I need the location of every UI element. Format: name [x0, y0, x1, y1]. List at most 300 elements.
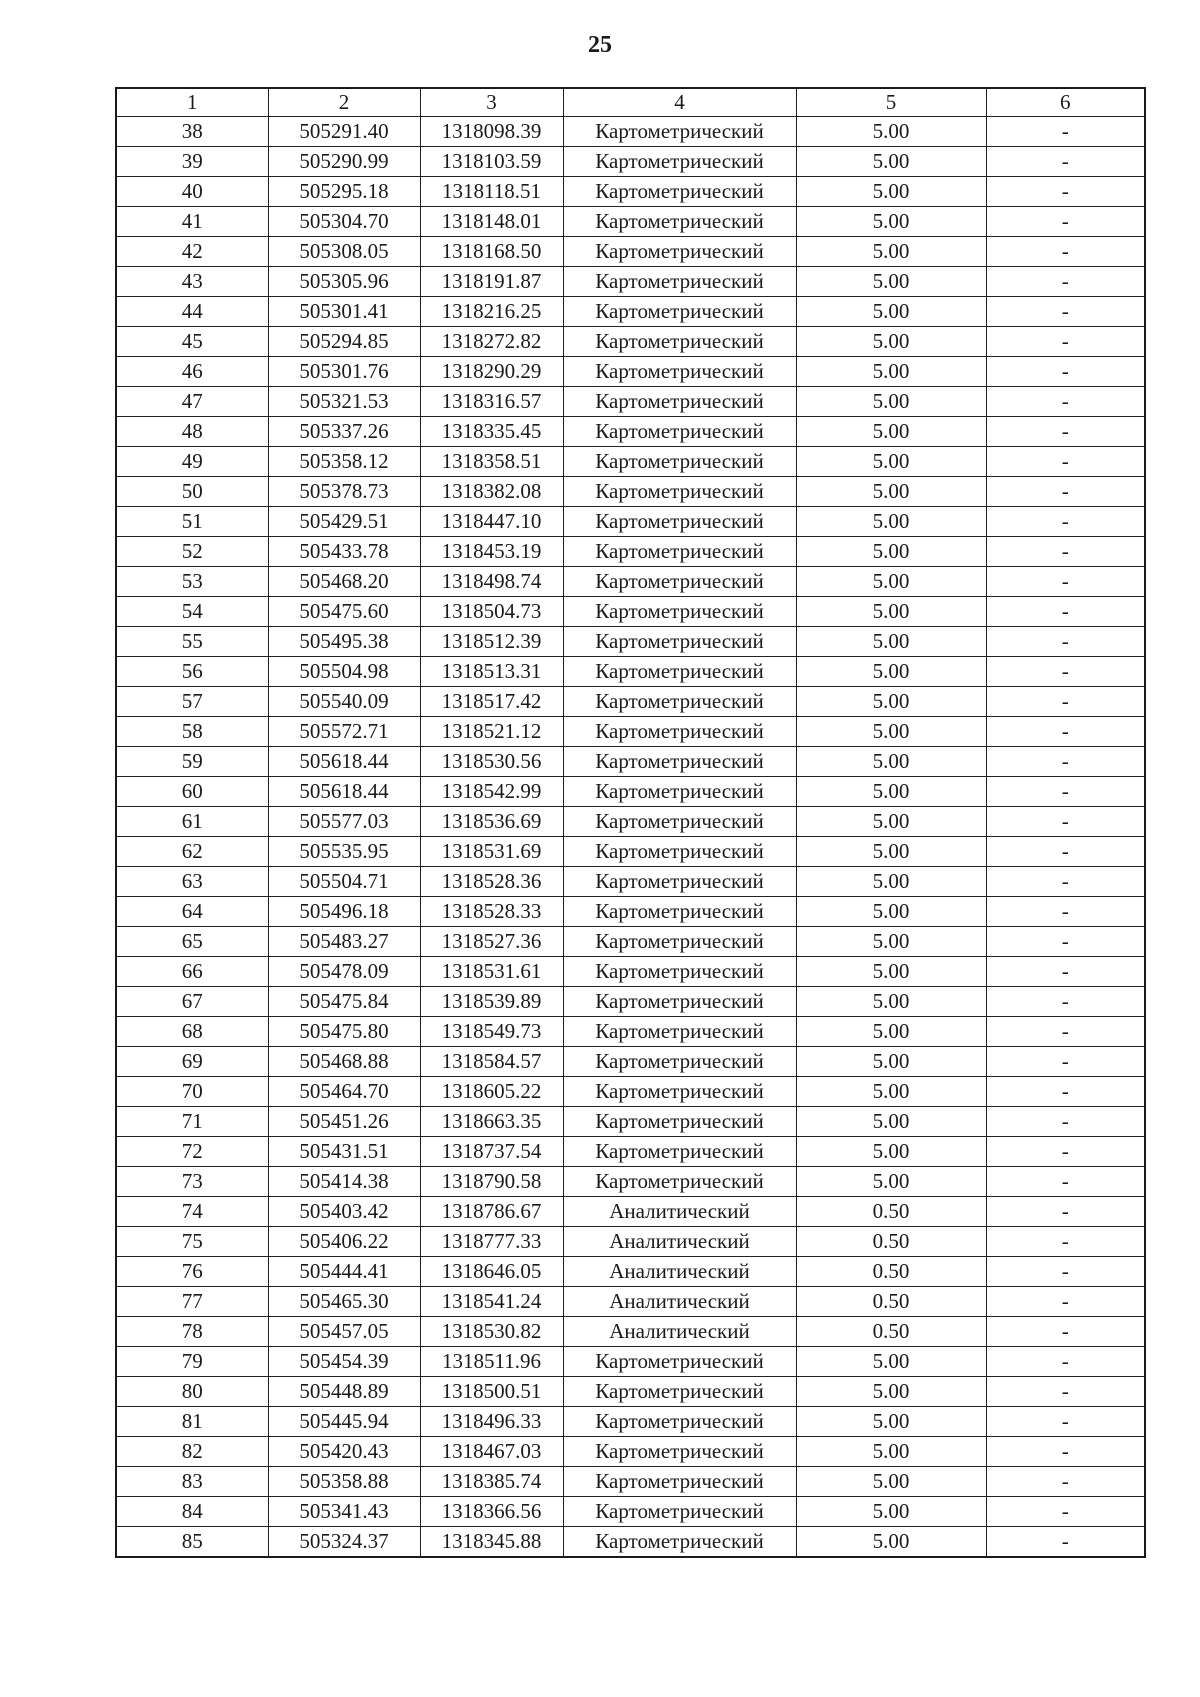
- cell-point-number: 39: [116, 147, 268, 177]
- cell-coord-x: 505618.44: [268, 747, 420, 777]
- header-col-6: 6: [986, 88, 1145, 117]
- cell-point-number: 57: [116, 687, 268, 717]
- table-row: [116, 657, 1145, 687]
- table-row: [116, 1197, 1145, 1227]
- cell-accuracy: 5.00: [796, 1467, 986, 1497]
- cell-point-number: 76: [116, 1257, 268, 1287]
- cell-note: -: [986, 1467, 1145, 1497]
- cell-method: Картометрический: [563, 1167, 796, 1197]
- cell-coord-y: 1318366.56: [420, 1497, 563, 1527]
- cell-point-number: 68: [116, 1017, 268, 1047]
- cell-coord-y: 1318447.10: [420, 507, 563, 537]
- cell-note: -: [986, 1527, 1145, 1558]
- cell-coord-y: 1318530.56: [420, 747, 563, 777]
- table-row: [116, 117, 1145, 147]
- cell-coord-x: 505378.73: [268, 477, 420, 507]
- cell-method: Картометрический: [563, 597, 796, 627]
- cell-point-number: 58: [116, 717, 268, 747]
- table-row: [116, 477, 1145, 507]
- cell-coord-y: 1318517.42: [420, 687, 563, 717]
- table-row: [116, 357, 1145, 387]
- cell-coord-x: 505291.40: [268, 117, 420, 147]
- cell-coord-x: 505535.95: [268, 837, 420, 867]
- cell-method: Картометрический: [563, 207, 796, 237]
- cell-coord-y: 1318148.01: [420, 207, 563, 237]
- table-row: [116, 1287, 1145, 1317]
- cell-coord-y: 1318191.87: [420, 267, 563, 297]
- cell-accuracy: 5.00: [796, 237, 986, 267]
- cell-accuracy: 5.00: [796, 897, 986, 927]
- cell-accuracy: 5.00: [796, 387, 986, 417]
- cell-accuracy: 5.00: [796, 747, 986, 777]
- table-row: [116, 1107, 1145, 1137]
- cell-coord-x: 505496.18: [268, 897, 420, 927]
- cell-note: -: [986, 777, 1145, 807]
- cell-point-number: 42: [116, 237, 268, 267]
- cell-method: Аналитический: [563, 1227, 796, 1257]
- cell-point-number: 59: [116, 747, 268, 777]
- cell-point-number: 63: [116, 867, 268, 897]
- cell-note: -: [986, 1227, 1145, 1257]
- cell-accuracy: 5.00: [796, 1497, 986, 1527]
- cell-note: -: [986, 417, 1145, 447]
- cell-accuracy: 5.00: [796, 1347, 986, 1377]
- cell-accuracy: 5.00: [796, 1017, 986, 1047]
- cell-note: -: [986, 1347, 1145, 1377]
- cell-point-number: 50: [116, 477, 268, 507]
- cell-coord-x: 505304.70: [268, 207, 420, 237]
- cell-coord-x: 505341.43: [268, 1497, 420, 1527]
- cell-method: Картометрический: [563, 1107, 796, 1137]
- table-row: [116, 237, 1145, 267]
- cell-point-number: 66: [116, 957, 268, 987]
- cell-coord-x: 505337.26: [268, 417, 420, 447]
- cell-coord-y: 1318541.24: [420, 1287, 563, 1317]
- table-row: [116, 807, 1145, 837]
- cell-method: Картометрический: [563, 1047, 796, 1077]
- cell-coord-x: 505468.20: [268, 567, 420, 597]
- cell-point-number: 83: [116, 1467, 268, 1497]
- cell-coord-x: 505468.88: [268, 1047, 420, 1077]
- header-col-4: 4: [563, 88, 796, 117]
- cell-note: -: [986, 1377, 1145, 1407]
- cell-note: -: [986, 207, 1145, 237]
- cell-note: -: [986, 177, 1145, 207]
- table-row: [116, 1317, 1145, 1347]
- cell-coord-x: 505414.38: [268, 1167, 420, 1197]
- cell-coord-y: 1318513.31: [420, 657, 563, 687]
- table-row: [116, 987, 1145, 1017]
- cell-method: Картометрический: [563, 1347, 796, 1377]
- cell-accuracy: 5.00: [796, 627, 986, 657]
- cell-note: -: [986, 897, 1145, 927]
- cell-coord-x: 505618.44: [268, 777, 420, 807]
- cell-accuracy: 5.00: [796, 147, 986, 177]
- cell-coord-x: 505301.41: [268, 297, 420, 327]
- table-row: [116, 537, 1145, 567]
- table-row: [116, 1407, 1145, 1437]
- cell-point-number: 78: [116, 1317, 268, 1347]
- cell-coord-x: 505406.22: [268, 1227, 420, 1257]
- cell-point-number: 41: [116, 207, 268, 237]
- cell-method: Картометрический: [563, 417, 796, 447]
- cell-coord-x: 505464.70: [268, 1077, 420, 1107]
- cell-method: Картометрический: [563, 747, 796, 777]
- cell-accuracy: 5.00: [796, 417, 986, 447]
- cell-coord-x: 505572.71: [268, 717, 420, 747]
- cell-coord-y: 1318216.25: [420, 297, 563, 327]
- cell-accuracy: 5.00: [796, 927, 986, 957]
- header-row: [116, 88, 1145, 117]
- table-row: [116, 627, 1145, 657]
- coordinates-table: [115, 87, 1146, 1558]
- cell-accuracy: 5.00: [796, 117, 986, 147]
- cell-method: Картометрический: [563, 1407, 796, 1437]
- cell-coord-x: 505358.88: [268, 1467, 420, 1497]
- cell-coord-y: 1318290.29: [420, 357, 563, 387]
- cell-method: Картометрический: [563, 1017, 796, 1047]
- cell-accuracy: 5.00: [796, 1047, 986, 1077]
- cell-coord-x: 505495.38: [268, 627, 420, 657]
- cell-point-number: 70: [116, 1077, 268, 1107]
- cell-coord-y: 1318498.74: [420, 567, 563, 597]
- cell-accuracy: 5.00: [796, 1137, 986, 1167]
- cell-coord-x: 505290.99: [268, 147, 420, 177]
- cell-coord-x: 505429.51: [268, 507, 420, 537]
- cell-coord-x: 505324.37: [268, 1527, 420, 1558]
- table-row: [116, 1347, 1145, 1377]
- table-row: [116, 417, 1145, 447]
- cell-note: -: [986, 1017, 1145, 1047]
- cell-coord-x: 505301.76: [268, 357, 420, 387]
- cell-method: Картометрический: [563, 117, 796, 147]
- cell-method: Картометрический: [563, 927, 796, 957]
- cell-note: -: [986, 1497, 1145, 1527]
- cell-method: Картометрический: [563, 717, 796, 747]
- table-row: [116, 1377, 1145, 1407]
- cell-point-number: 65: [116, 927, 268, 957]
- cell-coord-y: 1318316.57: [420, 387, 563, 417]
- cell-note: -: [986, 957, 1145, 987]
- cell-coord-x: 505504.98: [268, 657, 420, 687]
- cell-accuracy: 5.00: [796, 1107, 986, 1137]
- cell-coord-y: 1318542.99: [420, 777, 563, 807]
- cell-note: -: [986, 297, 1145, 327]
- table-row: [116, 507, 1145, 537]
- cell-coord-y: 1318453.19: [420, 537, 563, 567]
- cell-note: -: [986, 267, 1145, 297]
- cell-note: -: [986, 687, 1145, 717]
- cell-accuracy: 5.00: [796, 597, 986, 627]
- cell-point-number: 45: [116, 327, 268, 357]
- cell-accuracy: 0.50: [796, 1227, 986, 1257]
- cell-coord-y: 1318777.33: [420, 1227, 563, 1257]
- cell-coord-y: 1318536.69: [420, 807, 563, 837]
- cell-coord-y: 1318103.59: [420, 147, 563, 177]
- cell-method: Аналитический: [563, 1287, 796, 1317]
- cell-coord-y: 1318531.69: [420, 837, 563, 867]
- table-row: [116, 1227, 1145, 1257]
- cell-point-number: 53: [116, 567, 268, 597]
- cell-method: Картометрический: [563, 1467, 796, 1497]
- cell-accuracy: 5.00: [796, 477, 986, 507]
- table-row: [116, 1017, 1145, 1047]
- cell-point-number: 81: [116, 1407, 268, 1437]
- table-row: [116, 1497, 1145, 1527]
- cell-coord-x: 505483.27: [268, 927, 420, 957]
- cell-coord-y: 1318512.39: [420, 627, 563, 657]
- cell-point-number: 49: [116, 447, 268, 477]
- cell-coord-x: 505475.80: [268, 1017, 420, 1047]
- cell-coord-y: 1318786.67: [420, 1197, 563, 1227]
- cell-note: -: [986, 837, 1145, 867]
- cell-accuracy: 5.00: [796, 267, 986, 297]
- cell-coord-y: 1318272.82: [420, 327, 563, 357]
- cell-note: -: [986, 537, 1145, 567]
- cell-method: Картометрический: [563, 987, 796, 1017]
- table-row: [116, 1437, 1145, 1467]
- cell-accuracy: 5.00: [796, 657, 986, 687]
- cell-point-number: 84: [116, 1497, 268, 1527]
- cell-note: -: [986, 567, 1145, 597]
- cell-accuracy: 5.00: [796, 297, 986, 327]
- cell-note: -: [986, 597, 1145, 627]
- cell-coord-y: 1318335.45: [420, 417, 563, 447]
- cell-note: -: [986, 807, 1145, 837]
- cell-coord-y: 1318521.12: [420, 717, 563, 747]
- cell-coord-y: 1318584.57: [420, 1047, 563, 1077]
- cell-method: Картометрический: [563, 837, 796, 867]
- table-row: [116, 1257, 1145, 1287]
- table-row: [116, 717, 1145, 747]
- cell-coord-x: 505420.43: [268, 1437, 420, 1467]
- cell-accuracy: 5.00: [796, 447, 986, 477]
- cell-coord-x: 505457.05: [268, 1317, 420, 1347]
- table-row: [116, 327, 1145, 357]
- table-row: [116, 387, 1145, 417]
- cell-method: Картометрический: [563, 1077, 796, 1107]
- cell-method: Картометрический: [563, 1497, 796, 1527]
- cell-coord-x: 505504.71: [268, 867, 420, 897]
- cell-point-number: 40: [116, 177, 268, 207]
- cell-note: -: [986, 357, 1145, 387]
- table-row: [116, 207, 1145, 237]
- cell-coord-x: 505305.96: [268, 267, 420, 297]
- cell-note: -: [986, 1197, 1145, 1227]
- cell-coord-y: 1318500.51: [420, 1377, 563, 1407]
- cell-method: Картометрический: [563, 357, 796, 387]
- cell-coord-y: 1318168.50: [420, 237, 563, 267]
- cell-accuracy: 5.00: [796, 777, 986, 807]
- cell-accuracy: 5.00: [796, 327, 986, 357]
- cell-coord-y: 1318539.89: [420, 987, 563, 1017]
- cell-note: -: [986, 117, 1145, 147]
- cell-point-number: 48: [116, 417, 268, 447]
- cell-point-number: 56: [116, 657, 268, 687]
- table-row: [116, 597, 1145, 627]
- cell-coord-x: 505454.39: [268, 1347, 420, 1377]
- cell-method: Аналитический: [563, 1257, 796, 1287]
- header-col-3: 3: [420, 88, 563, 117]
- cell-note: -: [986, 987, 1145, 1017]
- cell-method: Картометрический: [563, 177, 796, 207]
- cell-note: -: [986, 477, 1145, 507]
- cell-note: -: [986, 1137, 1145, 1167]
- cell-point-number: 55: [116, 627, 268, 657]
- cell-point-number: 80: [116, 1377, 268, 1407]
- cell-accuracy: 5.00: [796, 687, 986, 717]
- cell-note: -: [986, 1317, 1145, 1347]
- cell-point-number: 51: [116, 507, 268, 537]
- cell-accuracy: 0.50: [796, 1257, 986, 1287]
- cell-method: Аналитический: [563, 1197, 796, 1227]
- header-col-2: 2: [268, 88, 420, 117]
- table-row: [116, 297, 1145, 327]
- cell-coord-y: 1318528.36: [420, 867, 563, 897]
- cell-accuracy: 5.00: [796, 1167, 986, 1197]
- cell-coord-y: 1318646.05: [420, 1257, 563, 1287]
- cell-accuracy: 5.00: [796, 867, 986, 897]
- cell-note: -: [986, 1287, 1145, 1317]
- cell-note: -: [986, 627, 1145, 657]
- cell-point-number: 72: [116, 1137, 268, 1167]
- cell-point-number: 71: [116, 1107, 268, 1137]
- header-col-1: 1: [116, 88, 268, 117]
- cell-note: -: [986, 237, 1145, 267]
- cell-method: Картометрический: [563, 237, 796, 267]
- cell-point-number: 79: [116, 1347, 268, 1377]
- cell-accuracy: 0.50: [796, 1317, 986, 1347]
- cell-method: Картометрический: [563, 297, 796, 327]
- table-row: [116, 1077, 1145, 1107]
- cell-coord-x: 505321.53: [268, 387, 420, 417]
- cell-method: Картометрический: [563, 867, 796, 897]
- table-row: [116, 747, 1145, 777]
- cell-coord-y: 1318790.58: [420, 1167, 563, 1197]
- cell-point-number: 61: [116, 807, 268, 837]
- cell-coord-x: 505294.85: [268, 327, 420, 357]
- table-row: [116, 1527, 1145, 1558]
- cell-method: Картометрический: [563, 1437, 796, 1467]
- cell-note: -: [986, 147, 1145, 177]
- table-header: [116, 88, 1145, 117]
- cell-accuracy: 5.00: [796, 1527, 986, 1558]
- cell-coord-y: 1318382.08: [420, 477, 563, 507]
- cell-coord-y: 1318358.51: [420, 447, 563, 477]
- cell-point-number: 62: [116, 837, 268, 867]
- cell-method: Картометрический: [563, 147, 796, 177]
- cell-coord-x: 505358.12: [268, 447, 420, 477]
- cell-accuracy: 5.00: [796, 177, 986, 207]
- cell-coord-x: 505478.09: [268, 957, 420, 987]
- cell-note: -: [986, 447, 1145, 477]
- table-row: [116, 567, 1145, 597]
- cell-point-number: 38: [116, 117, 268, 147]
- table-row: [116, 447, 1145, 477]
- cell-coord-y: 1318527.36: [420, 927, 563, 957]
- cell-accuracy: 5.00: [796, 1377, 986, 1407]
- cell-accuracy: 5.00: [796, 567, 986, 597]
- cell-coord-y: 1318496.33: [420, 1407, 563, 1437]
- cell-point-number: 74: [116, 1197, 268, 1227]
- cell-method: Картометрический: [563, 387, 796, 417]
- cell-method: Картометрический: [563, 687, 796, 717]
- table-row: [116, 147, 1145, 177]
- cell-point-number: 54: [116, 597, 268, 627]
- cell-accuracy: 5.00: [796, 837, 986, 867]
- cell-method: Картометрический: [563, 1377, 796, 1407]
- cell-accuracy: 0.50: [796, 1197, 986, 1227]
- cell-coord-x: 505475.84: [268, 987, 420, 1017]
- table-row: [116, 1167, 1145, 1197]
- cell-method: Аналитический: [563, 1317, 796, 1347]
- cell-coord-y: 1318528.33: [420, 897, 563, 927]
- cell-note: -: [986, 747, 1145, 777]
- cell-note: -: [986, 507, 1145, 537]
- table-row: [116, 177, 1145, 207]
- cell-note: -: [986, 1167, 1145, 1197]
- cell-coord-x: 505308.05: [268, 237, 420, 267]
- cell-accuracy: 5.00: [796, 987, 986, 1017]
- cell-method: Картометрический: [563, 327, 796, 357]
- cell-accuracy: 5.00: [796, 507, 986, 537]
- cell-point-number: 44: [116, 297, 268, 327]
- cell-accuracy: 5.00: [796, 357, 986, 387]
- cell-note: -: [986, 657, 1145, 687]
- cell-point-number: 73: [116, 1167, 268, 1197]
- table-row: [116, 1467, 1145, 1497]
- cell-accuracy: 5.00: [796, 717, 986, 747]
- cell-coord-y: 1318098.39: [420, 117, 563, 147]
- cell-method: Картометрический: [563, 447, 796, 477]
- cell-point-number: 64: [116, 897, 268, 927]
- cell-point-number: 85: [116, 1527, 268, 1558]
- cell-point-number: 60: [116, 777, 268, 807]
- cell-coord-y: 1318605.22: [420, 1077, 563, 1107]
- cell-accuracy: 5.00: [796, 537, 986, 567]
- cell-accuracy: 5.00: [796, 1407, 986, 1437]
- cell-coord-y: 1318737.54: [420, 1137, 563, 1167]
- cell-coord-x: 505295.18: [268, 177, 420, 207]
- cell-point-number: 46: [116, 357, 268, 387]
- cell-coord-x: 505433.78: [268, 537, 420, 567]
- table-row: [116, 867, 1145, 897]
- cell-method: Картометрический: [563, 1137, 796, 1167]
- header-col-5: 5: [796, 88, 986, 117]
- cell-accuracy: 5.00: [796, 1077, 986, 1107]
- table-row: [116, 927, 1145, 957]
- cell-coord-y: 1318345.88: [420, 1527, 563, 1558]
- cell-method: Картометрический: [563, 897, 796, 927]
- cell-point-number: 47: [116, 387, 268, 417]
- table-row: [116, 837, 1145, 867]
- cell-coord-y: 1318549.73: [420, 1017, 563, 1047]
- cell-coord-x: 505451.26: [268, 1107, 420, 1137]
- cell-note: -: [986, 1257, 1145, 1287]
- cell-coord-x: 505448.89: [268, 1377, 420, 1407]
- cell-note: -: [986, 1437, 1145, 1467]
- cell-method: Картометрический: [563, 657, 796, 687]
- cell-accuracy: 5.00: [796, 807, 986, 837]
- table-row: [116, 897, 1145, 927]
- cell-point-number: 52: [116, 537, 268, 567]
- cell-note: -: [986, 327, 1145, 357]
- cell-point-number: 75: [116, 1227, 268, 1257]
- cell-coord-x: 505445.94: [268, 1407, 420, 1437]
- cell-note: -: [986, 1077, 1145, 1107]
- cell-coord-y: 1318118.51: [420, 177, 563, 207]
- table-row: [116, 267, 1145, 297]
